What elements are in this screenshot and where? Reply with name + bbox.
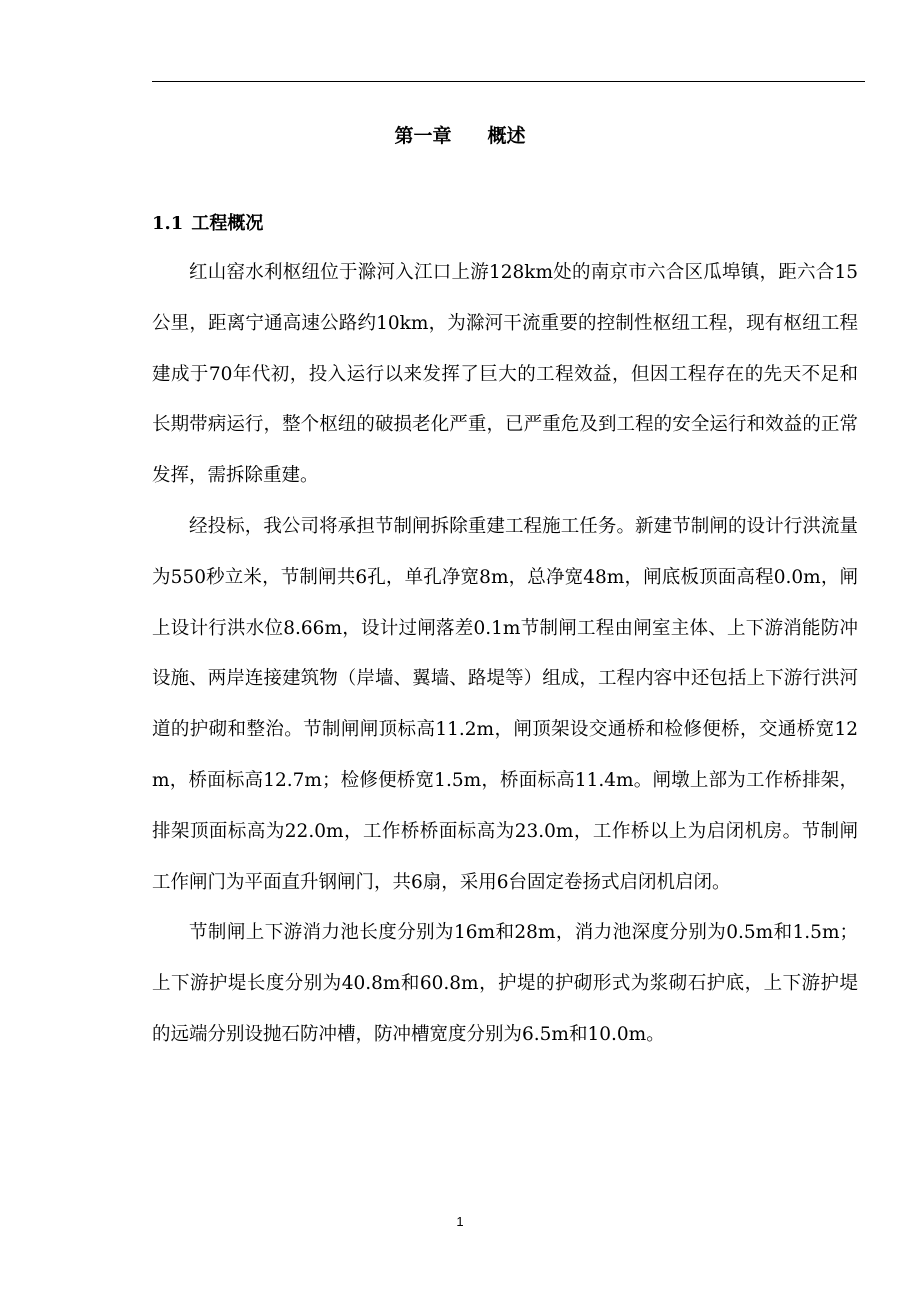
section-title: 工程概况 (191, 213, 264, 234)
chapter-name: 概述 (487, 125, 526, 147)
page-number: 1 (456, 1214, 464, 1229)
section-number: 1.1 (152, 213, 184, 234)
chapter-number: 第一章 (394, 125, 452, 147)
paragraph-sluice-design: 经投标，我公司将承担节制闸拆除重建工程施工任务。新建节制闸的设计行洪流量为550秒立米，节制闸共6孔，单孔净宽8m，总净宽48m，闸底板顶面高程0.0m，闸上设计行洪水位8.66m，设计过闸落差0.1m节制闸工程由闸室主体、上下游消能防冲设施、两岸连接建筑物（岸墙、翼墙、路堤等）组成，工程内容中还包括上下游行洪河道的护砌和整治。节制闸闸顶标高11.2m，闸顶架设交通桥和检修便桥，交通桥宽12m，桥面标高12.7m；检修便桥宽1.5m，桥面标高11.4m。闸墩上部为工作桥排架，排架顶面标高为22.0m，工作桥桥面标高为23.0m，工作桥以上为启闭机房。节制闸工作闸门为平面直升钢闸门，共6扇，采用6台固定卷扬式启闭机启闭。 (152, 515, 858, 893)
paragraph-stilling-basin: 节制闸上下游消力池长度分别为16m和28m，消力池深度分别为0.5m和1.5m；上下游护堤长度分别为40.8m和60.8m，护堤的护砌形式为浆砌石护底，上下游护堤的远端分别设抛石防冲槽，防冲槽宽度分别为6.5m和10.0m。 (152, 922, 858, 1045)
paragraph-overview: 红山窑水利枢纽位于滁河入江口上游128km处的南京市六合区瓜埠镇，距六合15公里，距离宁通高速公路约10km，为滁河干流重要的控制性枢纽工程，现有枢纽工程建成于70年代初，投入运行以来发挥了巨大的工程效益，但因工程存在的先天不足和长期带病运行，整个枢纽的破损老化严重，已严重危及到工程的安全运行和效益的正常发挥，需拆除重建。 (152, 262, 858, 487)
header-rule (152, 81, 865, 82)
body-text (152, 248, 858, 1061)
section-heading (152, 210, 263, 238)
chapter-title (0, 122, 920, 150)
